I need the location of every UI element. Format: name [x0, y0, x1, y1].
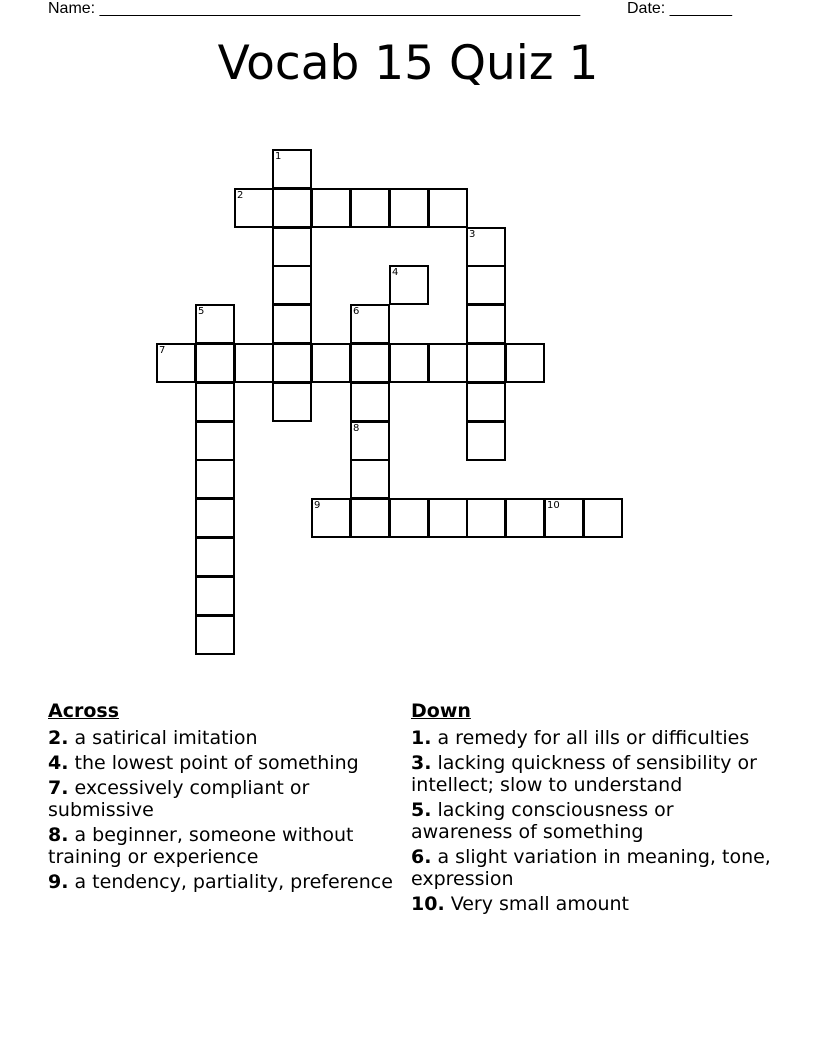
crossword-cell[interactable] [389, 265, 429, 305]
crossword-cell[interactable] [272, 227, 312, 267]
crossword-cell[interactable] [311, 498, 351, 538]
clue-text: lacking quickness of sensibility or intellect; slow to understand [411, 752, 757, 796]
down-clue [411, 846, 771, 890]
crossword-cell[interactable] [272, 304, 312, 344]
crossword-cell[interactable] [195, 304, 235, 344]
clue-number: 8. [48, 824, 69, 846]
crossword-cell[interactable] [272, 149, 312, 189]
across-clue [48, 752, 393, 774]
across-clues [48, 700, 393, 896]
crossword-cell[interactable] [350, 421, 390, 461]
crossword-cell[interactable] [466, 304, 506, 344]
down-clue [411, 727, 771, 749]
crossword-cell[interactable] [234, 188, 274, 228]
crossword-cell[interactable] [389, 188, 429, 228]
crossword-cell[interactable] [195, 537, 235, 577]
crossword-cell[interactable] [195, 421, 235, 461]
clue-number: 2. [48, 727, 69, 749]
cell-number: 4 [392, 267, 399, 278]
clue-number: 6. [411, 846, 432, 868]
across-clue [48, 824, 393, 868]
crossword-cell[interactable] [195, 498, 235, 538]
cell-number: 3 [469, 229, 476, 240]
crossword-cell[interactable] [466, 498, 506, 538]
across-heading: Across [48, 700, 120, 722]
crossword-cell[interactable] [428, 188, 468, 228]
crossword-cell[interactable] [466, 265, 506, 305]
down-clue [411, 893, 771, 915]
crossword-cell[interactable] [195, 576, 235, 616]
crossword-cell[interactable] [466, 227, 506, 267]
cell-number: 9 [314, 500, 321, 511]
crossword-cell[interactable] [350, 343, 390, 383]
cell-number: 1 [275, 151, 282, 162]
crossword-cell[interactable] [350, 382, 390, 422]
cell-number: 10 [547, 500, 560, 511]
crossword-cell[interactable] [234, 343, 274, 383]
crossword-cell[interactable] [544, 498, 584, 538]
cell-number: 7 [159, 345, 166, 356]
clue-text: a slight variation in meaning, tone, expression [411, 846, 771, 890]
crossword-cell[interactable] [428, 343, 468, 383]
crossword-cell[interactable] [156, 343, 196, 383]
crossword-cell[interactable] [195, 343, 235, 383]
cell-number: 5 [198, 306, 205, 317]
crossword-cell[interactable] [505, 343, 545, 383]
crossword-cell[interactable] [350, 304, 390, 344]
crossword-cell[interactable] [428, 498, 468, 538]
crossword-cell[interactable] [350, 188, 390, 228]
across-clue [48, 871, 393, 893]
crossword-cell[interactable] [195, 459, 235, 499]
clue-text: lacking consciousness or awareness of something [411, 799, 674, 843]
clue-text: the lowest point of something [74, 752, 359, 774]
crossword-cell[interactable] [272, 343, 312, 383]
clue-number: 9. [48, 871, 69, 893]
crossword-cell[interactable] [272, 265, 312, 305]
crossword-cell[interactable] [311, 343, 351, 383]
crossword-cell[interactable] [195, 382, 235, 422]
crossword-cell[interactable] [311, 188, 351, 228]
clue-number: 5. [411, 799, 432, 821]
crossword-cell[interactable] [272, 188, 312, 228]
cell-number: 8 [353, 423, 360, 434]
date-field-label[interactable]: Date: _______ [627, 0, 732, 17]
crossword-cell[interactable] [583, 498, 623, 538]
down-clue [411, 799, 771, 843]
crossword-cell[interactable] [466, 343, 506, 383]
crossword-cell[interactable] [195, 615, 235, 655]
clue-number: 10. [411, 893, 445, 915]
clue-text: a tendency, partiality, preference [74, 871, 393, 893]
crossword-cell[interactable] [466, 382, 506, 422]
clue-number: 3. [411, 752, 432, 774]
name-field-label[interactable]: Name: ______________________________________________________ [48, 0, 581, 17]
crossword-cell[interactable] [350, 498, 390, 538]
cell-number: 6 [353, 306, 360, 317]
clue-number: 7. [48, 777, 69, 799]
across-clue [48, 727, 393, 749]
cell-number: 2 [237, 190, 244, 201]
down-heading: Down [411, 700, 471, 722]
clue-text: excessively compliant or submissive [48, 777, 310, 821]
clue-text: a beginner, someone without training or experience [48, 824, 354, 868]
across-clue [48, 777, 393, 821]
clue-number: 4. [48, 752, 69, 774]
down-clue [411, 752, 771, 796]
crossword-cell[interactable] [389, 343, 429, 383]
crossword-cell[interactable] [272, 382, 312, 422]
clue-text: a remedy for all ills or difficulties [437, 727, 750, 749]
crossword-cell[interactable] [389, 498, 429, 538]
crossword-cell[interactable] [350, 459, 390, 499]
clue-text: a satirical imitation [74, 727, 258, 749]
clue-text: Very small amount [450, 893, 629, 915]
crossword-cell[interactable] [466, 421, 506, 461]
clue-number: 1. [411, 727, 432, 749]
page-title: Vocab 15 Quiz 1 [217, 36, 599, 91]
crossword-cell[interactable] [505, 498, 545, 538]
down-clues [411, 700, 771, 918]
